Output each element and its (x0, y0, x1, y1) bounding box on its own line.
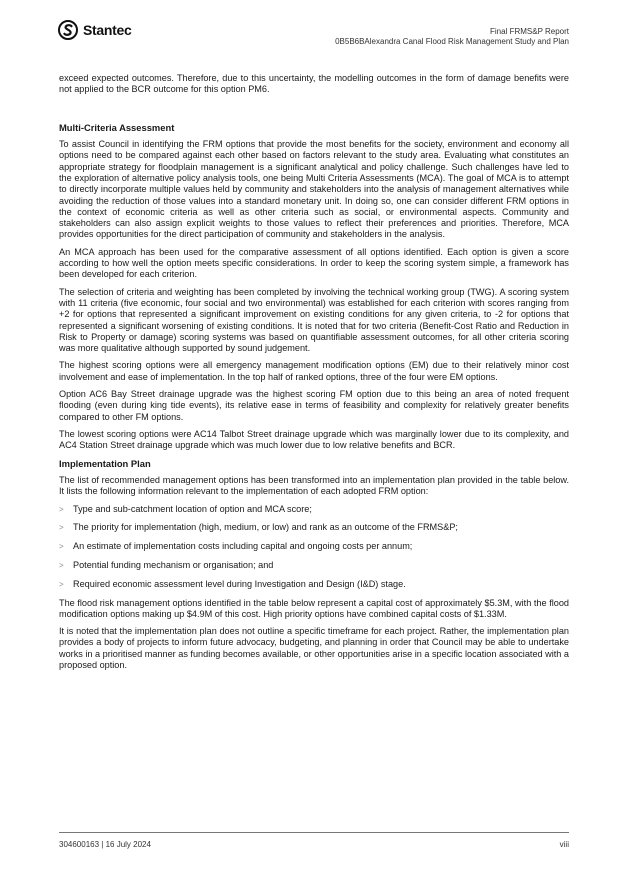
mca-paragraph: The selection of criteria and weighting has been completed by involving the technical working group (TWG). A scoring system with 11 criteria (five economic, four social and two environmental) was established for each criterion with scores ranging from +2 for options that represented a significant improvement on existing conditions for any given criteria, to -2 for options that represented a significant worsening of existing conditions. It is noted that for two criteria (Benefit-Cost Ratio and Reduction in Risk to Property or damage) scoring systems was based on quantifiable assessment outcomes, for all other criteria scoring was more qualitative although supported by sound judgement. (59, 286, 569, 354)
implementation-intro: The list of recommended management options has been transformed into an implementation plan provided in the table below. It lists the following information relevant to the implementation of each adopted FRM option: (59, 475, 569, 497)
list-item-text: Type and sub-catchment location of option and MCA score; (73, 503, 312, 514)
bullet-marker: > (59, 523, 64, 533)
document-reference: 304600163 | 16 July 2024 (59, 840, 151, 849)
list-item-text: Required economic assessment level during Investigation and Design (I&D) stage. (73, 578, 406, 589)
report-title: Final FRMS&P Report (490, 27, 569, 36)
list-item (59, 541, 569, 552)
page-footer (59, 832, 569, 849)
stantec-logo (58, 20, 131, 40)
list-item-text: An estimate of implementation costs including capital and ongoing costs per annum; (73, 541, 413, 552)
stantec-logo-icon (58, 20, 78, 40)
bullet-marker: > (59, 579, 64, 589)
mca-heading: Multi-Criteria Assessment (59, 121, 175, 133)
list-item-text: Potential funding mechanism or organisation; and (73, 560, 274, 570)
page-number: viii (559, 840, 569, 849)
mca-paragraph: Option AC6 Bay Street drainage upgrade was the highest scoring FM option due to this being an area of noted frequent flooding (even during king tide events), its relative ease in terms of feasibility and complexity for relatively greater benefits compared to other FM options. (59, 389, 569, 422)
mca-paragraph: The highest scoring options were all emergency management modification options (EM) due to their relatively minor cost involvement and ease of implementation. In the top half of ranked options, three of the four were EM options. (59, 360, 569, 382)
page-header (0, 0, 628, 56)
closing-paragraph: It is noted that the implementation plan does not outline a specific timeframe for each project. Rather, the implementation plan provides a body of projects to inform future advocacy, budgeting, and planning in order that Council may be able to undertake works in a prioritised manner as funding becomes available, or other opportunities arise in a specific location associated with a proposed option. (59, 626, 569, 671)
mca-paragraph: To assist Council in identifying the FRM options that provide the most benefits for the society, environment and economy all options need to be compared against each other based on factors relevant to the study area. Evaluating what constitutes an appropriate strategy for floodplain management is a significant analytical and policy challenge. Such challenges have led to the exploration of alternative policy analysis tools, one being Multi Criteria Assessments (MCA). The goal of MCA is to attempt to directly incorporate multiple values held by community and stakeholders into the analysis of management alternatives while avoiding the reduction of those values into a standard monetary unit. In doing so, one can consider different FRM options in the context of economic criteria as well as other criteria such as social, or environmental aspects. Community and stakeholders can also assign explicit weights to those values to reflect their preferences and priorities. Therefore, MCA provides opportunities for the direct participation of community and stakeholders in the analysis. (59, 139, 569, 240)
list-item (59, 560, 569, 571)
bullet-marker: > (59, 542, 64, 552)
bullet-marker: > (59, 504, 64, 514)
implementation-heading: Implementation Plan (59, 457, 151, 469)
project-title: 0B5B6BAlexandra Canal Flood Risk Management Study and Plan (335, 37, 569, 46)
mca-paragraph: The lowest scoring options were AC14 Talbot Street drainage upgrade which was marginally lower due to its complexity, and AC4 Station Street drainage upgrade which was much lower due to low relative benefits and BCR. (59, 428, 569, 451)
header-titles (335, 27, 569, 47)
bullet-marker: > (59, 561, 64, 570)
list-item (59, 504, 569, 515)
implementation-list (59, 504, 569, 590)
list-item-text: The priority for implementation (high, medium, or low) and rank as an outcome of the FRMS&P; (73, 522, 458, 533)
list-item (59, 522, 569, 533)
mca-paragraph: An MCA approach has been used for the comparative assessment of all options identified. Each option is given a score according to how well the option meets specific considerations. In order to keep the scoring system simple, a framework has been developed for each criterion. (59, 246, 569, 280)
closing-paragraph: The flood risk management options identified in the table below represent a capital cost of approximately $5.3M, with the flood modification options making up $4.9M of this cost. High priority options have combined capital costs of $1.33M. (59, 597, 569, 619)
list-item (59, 579, 569, 590)
intro-paragraph: exceed expected outcomes. Therefore, due to this uncertainty, the modelling outcomes in the form of damage benefits were not applied to the BCR outcome for this option PM6. (59, 73, 569, 95)
logo-wordmark: Stantec (83, 22, 132, 38)
page-content (59, 73, 569, 677)
